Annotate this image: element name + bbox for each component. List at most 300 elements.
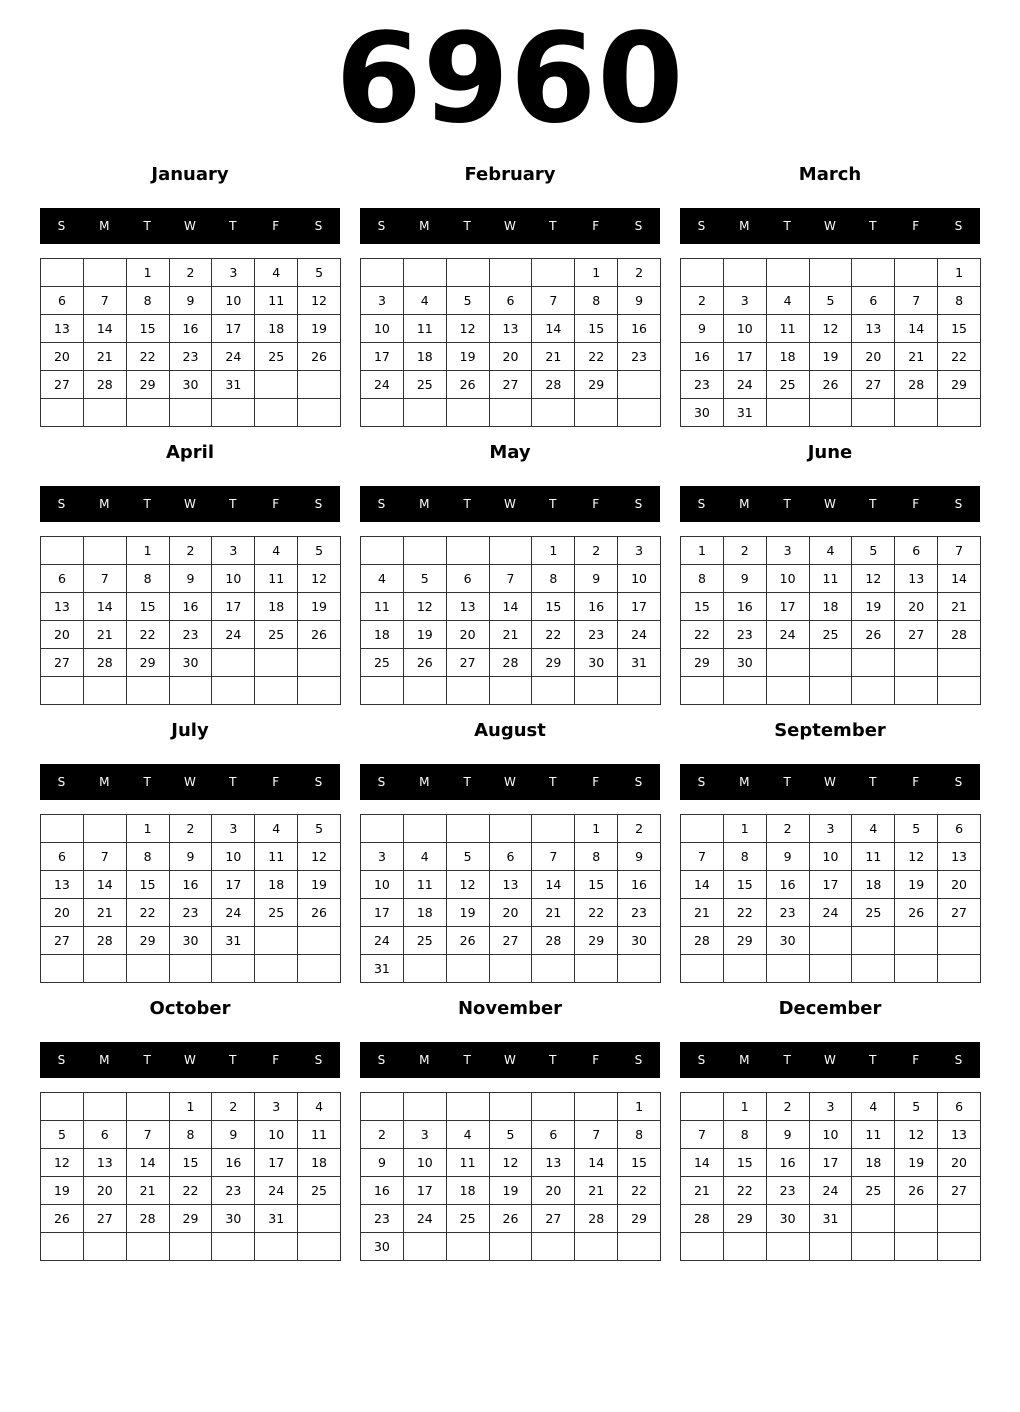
- day-cell: 9: [170, 843, 213, 871]
- day-cell: 17: [810, 1149, 853, 1177]
- day-cell: 10: [212, 843, 255, 871]
- day-cell: [490, 677, 533, 705]
- day-cell: 10: [361, 315, 404, 343]
- day-cell: 3: [361, 843, 404, 871]
- day-cell: [618, 1233, 661, 1261]
- day-cell: 21: [84, 343, 127, 371]
- day-cell: [724, 677, 767, 705]
- day-cell: [84, 399, 127, 427]
- day-cell: [767, 677, 810, 705]
- day-cell: [490, 1093, 533, 1121]
- day-cell: [938, 955, 981, 983]
- month-name: November: [457, 998, 563, 1019]
- day-cell: 21: [938, 593, 981, 621]
- day-cell: 22: [618, 1177, 661, 1205]
- day-cell: 3: [212, 815, 255, 843]
- day-cell: 18: [404, 899, 447, 927]
- day-cell: 26: [447, 927, 490, 955]
- day-cell: 11: [361, 593, 404, 621]
- day-cell: 20: [447, 621, 490, 649]
- day-cell: [938, 1233, 981, 1261]
- day-cell: [895, 955, 938, 983]
- day-cell: 18: [810, 593, 853, 621]
- day-cell: 22: [575, 343, 618, 371]
- day-cell: [84, 955, 127, 983]
- day-cell: 25: [404, 927, 447, 955]
- day-cell: 20: [938, 1149, 981, 1177]
- day-cell: 6: [41, 565, 84, 593]
- month-name: April: [165, 442, 215, 463]
- day-cell: 7: [127, 1121, 170, 1149]
- day-cell: [170, 399, 213, 427]
- day-cell: [618, 677, 661, 705]
- day-cell: 21: [532, 899, 575, 927]
- day-cell: 4: [447, 1121, 490, 1149]
- day-cell: 29: [127, 371, 170, 399]
- month-name: August: [474, 720, 546, 741]
- day-cell: 2: [170, 259, 213, 287]
- day-cell: 27: [447, 649, 490, 677]
- day-cell: 23: [170, 343, 213, 371]
- day-cell: 28: [490, 649, 533, 677]
- day-cell: 19: [298, 315, 341, 343]
- day-cell: [852, 649, 895, 677]
- day-cell: 11: [404, 871, 447, 899]
- day-cell: 5: [298, 537, 341, 565]
- day-cell: 2: [767, 1093, 810, 1121]
- day-cell: 2: [681, 287, 724, 315]
- day-cell: 23: [361, 1205, 404, 1233]
- day-cell: 4: [767, 287, 810, 315]
- day-cell: [361, 537, 404, 565]
- weekday-label: T: [229, 1053, 237, 1067]
- day-cell: [255, 927, 298, 955]
- day-cell: 8: [618, 1121, 661, 1149]
- day-cell: 11: [852, 1121, 895, 1149]
- day-cell: [41, 1093, 84, 1121]
- day-cell: 30: [767, 1205, 810, 1233]
- day-cell: [84, 1233, 127, 1261]
- weekday-label: S: [634, 1053, 643, 1067]
- weekday-label: F: [272, 497, 280, 511]
- weekday-header: [40, 1042, 340, 1078]
- day-cell: 4: [852, 1093, 895, 1121]
- day-cell: 28: [681, 927, 724, 955]
- weekday-label: M: [99, 219, 110, 233]
- day-cell: 16: [618, 315, 661, 343]
- weekday-label: M: [739, 1053, 750, 1067]
- day-cell: 28: [575, 1205, 618, 1233]
- day-cell: 6: [84, 1121, 127, 1149]
- day-cell: 16: [681, 343, 724, 371]
- day-cell: [298, 677, 341, 705]
- day-cell: 31: [361, 955, 404, 983]
- day-cell: 14: [532, 315, 575, 343]
- day-cell: 12: [41, 1149, 84, 1177]
- month-name: February: [464, 164, 556, 185]
- day-cell: 29: [724, 927, 767, 955]
- day-cell: [767, 259, 810, 287]
- day-cell: 29: [170, 1205, 213, 1233]
- day-cell: 1: [724, 815, 767, 843]
- day-cell: 5: [490, 1121, 533, 1149]
- weekday-label: S: [954, 1053, 963, 1067]
- day-cell: 26: [404, 649, 447, 677]
- day-cell: 1: [938, 259, 981, 287]
- weekday-label: T: [549, 219, 557, 233]
- day-cell: [618, 399, 661, 427]
- day-cell: 21: [681, 899, 724, 927]
- day-cell: 24: [618, 621, 661, 649]
- day-cell: [724, 955, 767, 983]
- day-grid: [40, 258, 341, 427]
- day-cell: 30: [361, 1233, 404, 1261]
- weekday-label: T: [783, 497, 791, 511]
- day-cell: [852, 927, 895, 955]
- day-cell: 7: [681, 1121, 724, 1149]
- day-cell: 22: [532, 621, 575, 649]
- day-cell: [938, 649, 981, 677]
- day-cell: [404, 537, 447, 565]
- day-cell: 14: [127, 1149, 170, 1177]
- day-cell: 13: [490, 871, 533, 899]
- weekday-header: [680, 208, 980, 244]
- day-cell: 25: [447, 1205, 490, 1233]
- day-cell: 26: [895, 899, 938, 927]
- day-cell: 5: [852, 537, 895, 565]
- day-cell: 11: [767, 315, 810, 343]
- day-cell: 29: [575, 371, 618, 399]
- weekday-label: T: [229, 775, 237, 789]
- weekday-label: W: [824, 1053, 836, 1067]
- day-cell: [852, 259, 895, 287]
- weekday-label: S: [697, 497, 706, 511]
- day-cell: 10: [255, 1121, 298, 1149]
- day-cell: [170, 955, 213, 983]
- day-cell: 28: [84, 649, 127, 677]
- day-cell: [447, 815, 490, 843]
- day-cell: 19: [895, 1149, 938, 1177]
- weekday-label: T: [229, 497, 237, 511]
- day-cell: 3: [404, 1121, 447, 1149]
- day-cell: 12: [404, 593, 447, 621]
- day-cell: [575, 1093, 618, 1121]
- weekday-header: [40, 764, 340, 800]
- day-cell: [532, 1093, 575, 1121]
- day-cell: [767, 399, 810, 427]
- day-grid: [680, 536, 981, 705]
- day-cell: 29: [938, 371, 981, 399]
- day-grid: [40, 536, 341, 705]
- day-cell: 8: [575, 287, 618, 315]
- day-cell: 13: [938, 1121, 981, 1149]
- day-cell: [447, 1093, 490, 1121]
- day-cell: 9: [170, 287, 213, 315]
- day-cell: [810, 955, 853, 983]
- day-cell: 9: [361, 1149, 404, 1177]
- day-cell: 5: [298, 815, 341, 843]
- day-cell: 7: [490, 565, 533, 593]
- day-cell: 9: [170, 565, 213, 593]
- day-cell: 27: [41, 927, 84, 955]
- weekday-label: S: [57, 219, 66, 233]
- day-cell: [938, 677, 981, 705]
- day-cell: 10: [361, 871, 404, 899]
- weekday-label: M: [419, 497, 430, 511]
- day-cell: 22: [127, 621, 170, 649]
- day-cell: 29: [532, 649, 575, 677]
- weekday-label: M: [419, 219, 430, 233]
- day-cell: 23: [724, 621, 767, 649]
- weekday-label: S: [697, 1053, 706, 1067]
- day-cell: 15: [681, 593, 724, 621]
- day-cell: 5: [41, 1121, 84, 1149]
- weekday-label: F: [912, 775, 920, 789]
- day-cell: [938, 1205, 981, 1233]
- day-cell: [404, 677, 447, 705]
- day-cell: [298, 649, 341, 677]
- weekday-label: W: [824, 219, 836, 233]
- day-cell: 18: [298, 1149, 341, 1177]
- day-cell: [127, 677, 170, 705]
- day-cell: 25: [852, 1177, 895, 1205]
- day-cell: 23: [681, 371, 724, 399]
- day-cell: 16: [575, 593, 618, 621]
- day-cell: 29: [127, 927, 170, 955]
- day-cell: 18: [852, 871, 895, 899]
- day-cell: 7: [84, 287, 127, 315]
- weekday-label: S: [954, 775, 963, 789]
- day-grid: [360, 536, 661, 705]
- day-cell: [361, 677, 404, 705]
- day-cell: 15: [724, 1149, 767, 1177]
- day-cell: 6: [938, 1093, 981, 1121]
- day-cell: 13: [532, 1149, 575, 1177]
- day-cell: 30: [767, 927, 810, 955]
- day-cell: [767, 649, 810, 677]
- day-cell: 15: [170, 1149, 213, 1177]
- day-cell: [255, 649, 298, 677]
- day-cell: [938, 399, 981, 427]
- weekday-label: S: [954, 497, 963, 511]
- weekday-header: [680, 764, 980, 800]
- day-cell: [810, 927, 853, 955]
- day-cell: [895, 259, 938, 287]
- day-cell: [938, 927, 981, 955]
- weekday-label: S: [697, 775, 706, 789]
- day-cell: 3: [212, 537, 255, 565]
- day-cell: 20: [532, 1177, 575, 1205]
- weekday-label: T: [783, 1053, 791, 1067]
- day-cell: [212, 1233, 255, 1261]
- day-cell: 2: [361, 1121, 404, 1149]
- weekday-label: T: [549, 1053, 557, 1067]
- day-cell: 14: [895, 315, 938, 343]
- day-cell: 14: [84, 315, 127, 343]
- day-cell: 10: [810, 843, 853, 871]
- day-cell: 15: [938, 315, 981, 343]
- day-cell: [361, 259, 404, 287]
- day-cell: [404, 955, 447, 983]
- day-cell: [41, 815, 84, 843]
- day-cell: 22: [170, 1177, 213, 1205]
- weekday-label: S: [57, 497, 66, 511]
- weekday-label: F: [912, 497, 920, 511]
- day-cell: 25: [404, 371, 447, 399]
- day-cell: [255, 399, 298, 427]
- day-cell: [681, 1233, 724, 1261]
- day-cell: [447, 259, 490, 287]
- day-cell: 10: [810, 1121, 853, 1149]
- day-cell: 31: [255, 1205, 298, 1233]
- day-cell: 27: [41, 371, 84, 399]
- day-cell: 17: [810, 871, 853, 899]
- day-cell: 18: [447, 1177, 490, 1205]
- day-cell: [170, 677, 213, 705]
- day-cell: 27: [895, 621, 938, 649]
- day-cell: [84, 677, 127, 705]
- day-cell: 27: [490, 371, 533, 399]
- day-cell: 3: [212, 259, 255, 287]
- day-cell: 6: [938, 815, 981, 843]
- day-cell: 20: [852, 343, 895, 371]
- day-cell: 2: [767, 815, 810, 843]
- day-cell: 31: [212, 927, 255, 955]
- day-cell: 17: [404, 1177, 447, 1205]
- day-cell: [41, 677, 84, 705]
- weekday-label: S: [634, 497, 643, 511]
- day-cell: 28: [532, 927, 575, 955]
- day-cell: 16: [170, 593, 213, 621]
- day-cell: [447, 955, 490, 983]
- day-cell: [404, 815, 447, 843]
- day-grid: [680, 814, 981, 983]
- weekday-label: M: [419, 1053, 430, 1067]
- day-cell: [490, 955, 533, 983]
- day-cell: 2: [212, 1093, 255, 1121]
- weekday-label: F: [592, 775, 600, 789]
- day-cell: 14: [490, 593, 533, 621]
- day-cell: 15: [127, 871, 170, 899]
- day-cell: 6: [41, 843, 84, 871]
- day-cell: 8: [170, 1121, 213, 1149]
- day-cell: 12: [810, 315, 853, 343]
- weekday-label: F: [272, 775, 280, 789]
- day-cell: [895, 1205, 938, 1233]
- day-cell: 4: [810, 537, 853, 565]
- weekday-label: M: [99, 775, 110, 789]
- day-cell: 21: [895, 343, 938, 371]
- day-cell: [84, 815, 127, 843]
- day-cell: 27: [938, 1177, 981, 1205]
- day-cell: 1: [127, 537, 170, 565]
- day-cell: [852, 677, 895, 705]
- day-cell: 20: [490, 343, 533, 371]
- weekday-label: S: [314, 219, 323, 233]
- day-cell: 7: [938, 537, 981, 565]
- day-cell: 4: [255, 815, 298, 843]
- day-cell: 5: [447, 287, 490, 315]
- day-cell: 15: [532, 593, 575, 621]
- day-cell: 17: [212, 315, 255, 343]
- day-cell: 24: [255, 1177, 298, 1205]
- day-cell: 13: [41, 871, 84, 899]
- day-cell: [447, 399, 490, 427]
- day-cell: 17: [255, 1149, 298, 1177]
- day-cell: 16: [618, 871, 661, 899]
- weekday-header: [360, 1042, 660, 1078]
- day-cell: [618, 371, 661, 399]
- weekday-header: [360, 208, 660, 244]
- day-cell: 2: [170, 537, 213, 565]
- day-cell: 10: [618, 565, 661, 593]
- day-cell: 14: [575, 1149, 618, 1177]
- day-cell: [255, 371, 298, 399]
- weekday-label: M: [739, 775, 750, 789]
- day-cell: [532, 815, 575, 843]
- weekday-label: S: [377, 1053, 386, 1067]
- day-cell: 13: [895, 565, 938, 593]
- day-cell: [404, 1233, 447, 1261]
- day-cell: 27: [490, 927, 533, 955]
- day-cell: 4: [255, 259, 298, 287]
- day-cell: 14: [84, 593, 127, 621]
- day-cell: 9: [618, 843, 661, 871]
- day-cell: 9: [575, 565, 618, 593]
- day-cell: 2: [618, 259, 661, 287]
- day-cell: 4: [255, 537, 298, 565]
- day-cell: 15: [575, 871, 618, 899]
- day-cell: 19: [298, 593, 341, 621]
- day-cell: 12: [895, 1121, 938, 1149]
- day-cell: [447, 1233, 490, 1261]
- weekday-label: T: [869, 219, 877, 233]
- day-cell: 29: [618, 1205, 661, 1233]
- day-cell: 14: [532, 871, 575, 899]
- day-cell: 10: [212, 287, 255, 315]
- day-cell: 26: [490, 1205, 533, 1233]
- day-cell: [895, 927, 938, 955]
- day-cell: [724, 1233, 767, 1261]
- day-cell: 27: [41, 649, 84, 677]
- weekday-label: F: [592, 219, 600, 233]
- day-cell: 13: [41, 315, 84, 343]
- day-cell: [41, 259, 84, 287]
- day-cell: 21: [490, 621, 533, 649]
- weekday-label: T: [463, 497, 471, 511]
- day-cell: 2: [170, 815, 213, 843]
- day-cell: [298, 955, 341, 983]
- day-cell: 18: [361, 621, 404, 649]
- day-cell: 19: [41, 1177, 84, 1205]
- day-cell: 30: [170, 927, 213, 955]
- day-cell: [170, 1233, 213, 1261]
- day-cell: 5: [810, 287, 853, 315]
- day-cell: 31: [810, 1205, 853, 1233]
- day-cell: 4: [404, 287, 447, 315]
- weekday-label: M: [99, 497, 110, 511]
- day-cell: 25: [255, 899, 298, 927]
- day-cell: 29: [575, 927, 618, 955]
- weekday-label: T: [463, 219, 471, 233]
- day-cell: 23: [767, 1177, 810, 1205]
- day-cell: 12: [298, 565, 341, 593]
- day-cell: 21: [532, 343, 575, 371]
- day-cell: 1: [532, 537, 575, 565]
- day-cell: 21: [84, 621, 127, 649]
- day-cell: [212, 955, 255, 983]
- day-cell: [41, 955, 84, 983]
